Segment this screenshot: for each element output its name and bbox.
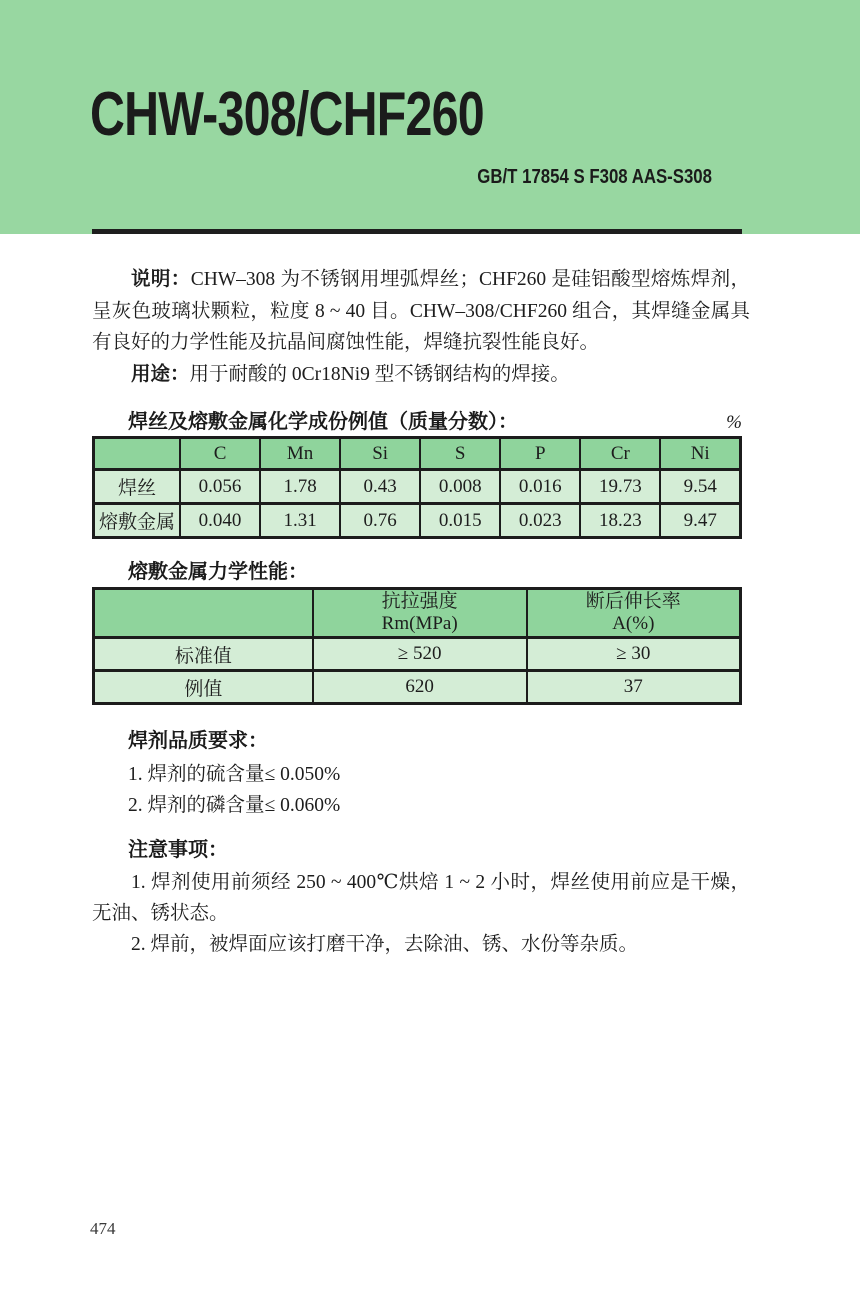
cell-value: 19.73 xyxy=(580,470,660,504)
standard-code: GB/T 17854 S F308 AAS-S308 xyxy=(477,166,712,188)
cell-value: 0.76 xyxy=(340,504,420,538)
table-row xyxy=(94,671,741,704)
cell-value: 0.015 xyxy=(420,504,500,538)
product-title: CHW-308/CHF260 xyxy=(90,80,484,149)
cell-value: ≥ 520 xyxy=(313,638,527,671)
list-item: 1. 焊剂使用前须经 250 ~ 400℃烘焙 1 ~ 2 小时，焊丝使用前应是干燥，无油、锈状态。 xyxy=(92,872,750,924)
mechanical-header-elongation xyxy=(527,589,741,638)
chemical-table-unit: % xyxy=(726,412,742,433)
tensile-strength-label: 抗拉强度 xyxy=(381,591,458,612)
list-item: 2. 焊前，被焊面应该打磨干净，去除油、锈、水份等杂质。 xyxy=(131,934,639,955)
cell-value: 0.056 xyxy=(180,470,260,504)
row-label: 熔敷金属 xyxy=(94,504,181,538)
notes-section xyxy=(92,833,750,960)
cell-value: 9.54 xyxy=(660,470,740,504)
cell-value: 37 xyxy=(527,671,741,704)
list-item: 2. 焊剂的磷含量≤ 0.060% xyxy=(128,794,341,816)
cell-value: 0.008 xyxy=(420,470,500,504)
elongation-symbol: A(%) xyxy=(612,613,655,634)
header-rule xyxy=(92,229,742,234)
mechanical-table-title: 熔敷金属力学性能： xyxy=(128,561,308,583)
description-text: CHW–308 为不锈钢用埋弧焊丝；CHF260 是硅铝酸型熔炼焊剂，呈灰色玻璃状颗粒，粒度 8 ~ 40 目。CHW–308/CHF260 组合，其焊缝金属具有良好的力学性能及抗晶间腐蚀性能，焊缝抗裂性能良好。 xyxy=(92,269,750,353)
usage-label: 用途： xyxy=(131,362,190,385)
chemical-header-si: Si xyxy=(340,438,420,470)
description-paragraph xyxy=(92,264,750,359)
mechanical-table-header-row xyxy=(94,589,741,638)
cell-value: 0.023 xyxy=(500,504,580,538)
cell-value: 18.23 xyxy=(580,504,660,538)
table-row xyxy=(94,504,741,538)
row-label: 焊丝 xyxy=(94,470,181,504)
tensile-strength-symbol: Rm(MPa) xyxy=(381,613,458,634)
cell-value: 9.47 xyxy=(660,504,740,538)
chemical-header-mn: Mn xyxy=(260,438,340,470)
chemical-table-title: 焊丝及熔敷金属化学成份例值（质量分数）： xyxy=(128,411,518,433)
cell-value: 1.78 xyxy=(260,470,340,504)
chemical-header-ni: Ni xyxy=(660,438,740,470)
usage-paragraph xyxy=(92,359,750,391)
intro-block xyxy=(92,264,750,390)
chemical-table-header-row xyxy=(94,438,741,470)
header-band xyxy=(0,0,860,234)
flux-quality-section xyxy=(92,724,752,821)
cell-value: 620 xyxy=(313,671,527,704)
cell-value: 1.31 xyxy=(260,504,340,538)
mechanical-table xyxy=(92,587,742,705)
page-number: 474 xyxy=(90,1219,116,1238)
cell-value: ≥ 30 xyxy=(527,638,741,671)
cell-value: 0.43 xyxy=(340,470,420,504)
elongation-label: 断后伸长率 xyxy=(585,591,681,612)
mechanical-header-tensile xyxy=(313,589,527,638)
cell-value: 0.040 xyxy=(180,504,260,538)
chemical-header-p: P xyxy=(500,438,580,470)
cell-value: 0.016 xyxy=(500,470,580,504)
flux-quality-title: 焊剂品质要求： xyxy=(128,730,268,752)
chemical-header-s: S xyxy=(420,438,500,470)
chemical-header-c: C xyxy=(180,438,260,470)
table-row xyxy=(94,638,741,671)
chemical-table-title-row xyxy=(92,405,742,434)
description-label: 说明： xyxy=(131,268,191,290)
chemical-table xyxy=(92,436,742,539)
row-label: 标准值 xyxy=(94,638,313,671)
notes-title: 注意事项： xyxy=(128,839,228,861)
chemical-header-blank xyxy=(94,438,181,470)
chemical-header-cr: Cr xyxy=(580,438,660,470)
usage-text: 用于耐酸的 0Cr18Ni9 型不锈钢结构的焊接。 xyxy=(189,363,570,385)
list-item: 1. 焊剂的硫含量≤ 0.050% xyxy=(128,764,341,785)
table-row xyxy=(94,470,741,504)
row-label: 例值 xyxy=(94,671,313,704)
mechanical-header-blank xyxy=(94,589,313,638)
